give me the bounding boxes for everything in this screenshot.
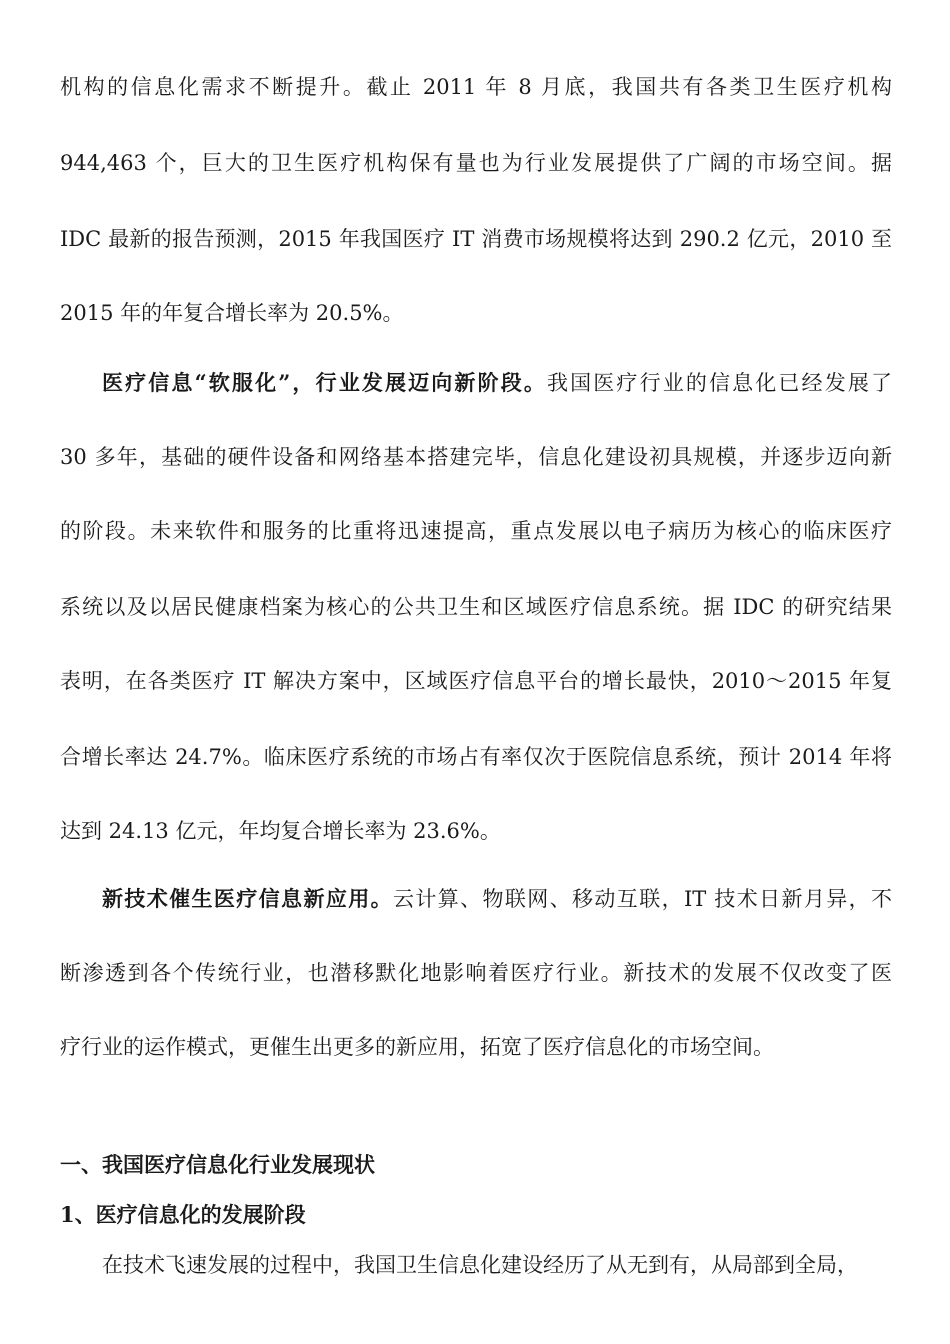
paragraph-2-line-6: 合增长率达 24.7%。临床医疗系统的市场占有率仅次于医院信息系统，预计 2014 年将 <box>60 745 892 769</box>
paragraph-4-line-1: 在技术飞速发展的过程中，我国卫生信息化建设经历了从无到有，从局部到全局， <box>102 1253 858 1277</box>
paragraph-3-line-2: 断渗透到各个传统行业，也潜移默化地影响着医疗行业。新技术的发展不仅改变了医 <box>60 961 892 985</box>
paragraph-1-line-1: 机构的信息化需求不断提升。截止 2011 年 8 月底，我国共有各类卫生医疗机构 <box>60 75 892 99</box>
paragraph-2-lead: 医疗信息“软服化”，行业发展迈向新阶段。 <box>102 370 547 395</box>
subsection-heading: 1、医疗信息化的发展阶段 <box>60 1202 306 1227</box>
paragraph-1-line-4: 2015 年的年复合增长率为 20.5%。 <box>60 301 404 325</box>
paragraph-2-line-3: 的阶段。未来软件和服务的比重将迅速提高，重点发展以电子病历为核心的临床医疗 <box>60 519 892 543</box>
paragraph-1-line-3: IDC 最新的报告预测，2015 年我国医疗 IT 消费市场规模将达到 290.2 亿元，2010 至 <box>60 227 892 251</box>
paragraph-2-line-2: 30 多年，基础的硬件设备和网络基本搭建完毕，信息化建设初具规模，并逐步迈向新 <box>60 445 892 469</box>
paragraph-3-lead: 新技术催生医疗信息新应用。 <box>102 886 393 911</box>
section-heading: 一、我国医疗信息化行业发展现状 <box>60 1152 375 1177</box>
paragraph-3-first-rest: 云计算、物联网、移动互联，IT 技术日新月异，不 <box>392 887 892 911</box>
paragraph-2-line-4: 系统以及以居民健康档案为核心的公共卫生和区域医疗信息系统。据 IDC 的研究结果 <box>60 595 892 619</box>
paragraph-1-line-2: 944,463 个，巨大的卫生医疗机构保有量也为行业发展提供了广阔的市场空间。据 <box>60 151 892 175</box>
paragraph-2-line-5: 表明，在各类医疗 IT 解决方案中，区域医疗信息平台的增长最快，2010～2015 年复 <box>60 669 892 693</box>
paragraph-3-line-1 <box>102 884 892 914</box>
paragraph-2-first-rest: 我国医疗行业的信息化已经发展了 <box>547 371 892 395</box>
paragraph-3-line-3: 疗行业的运作模式，更催生出更多的新应用，拓宽了医疗信息化的市场空间。 <box>60 1035 774 1059</box>
paragraph-2-line-7: 达到 24.13 亿元，年均复合增长率为 23.6%。 <box>60 819 501 843</box>
paragraph-2-line-1 <box>102 368 892 398</box>
